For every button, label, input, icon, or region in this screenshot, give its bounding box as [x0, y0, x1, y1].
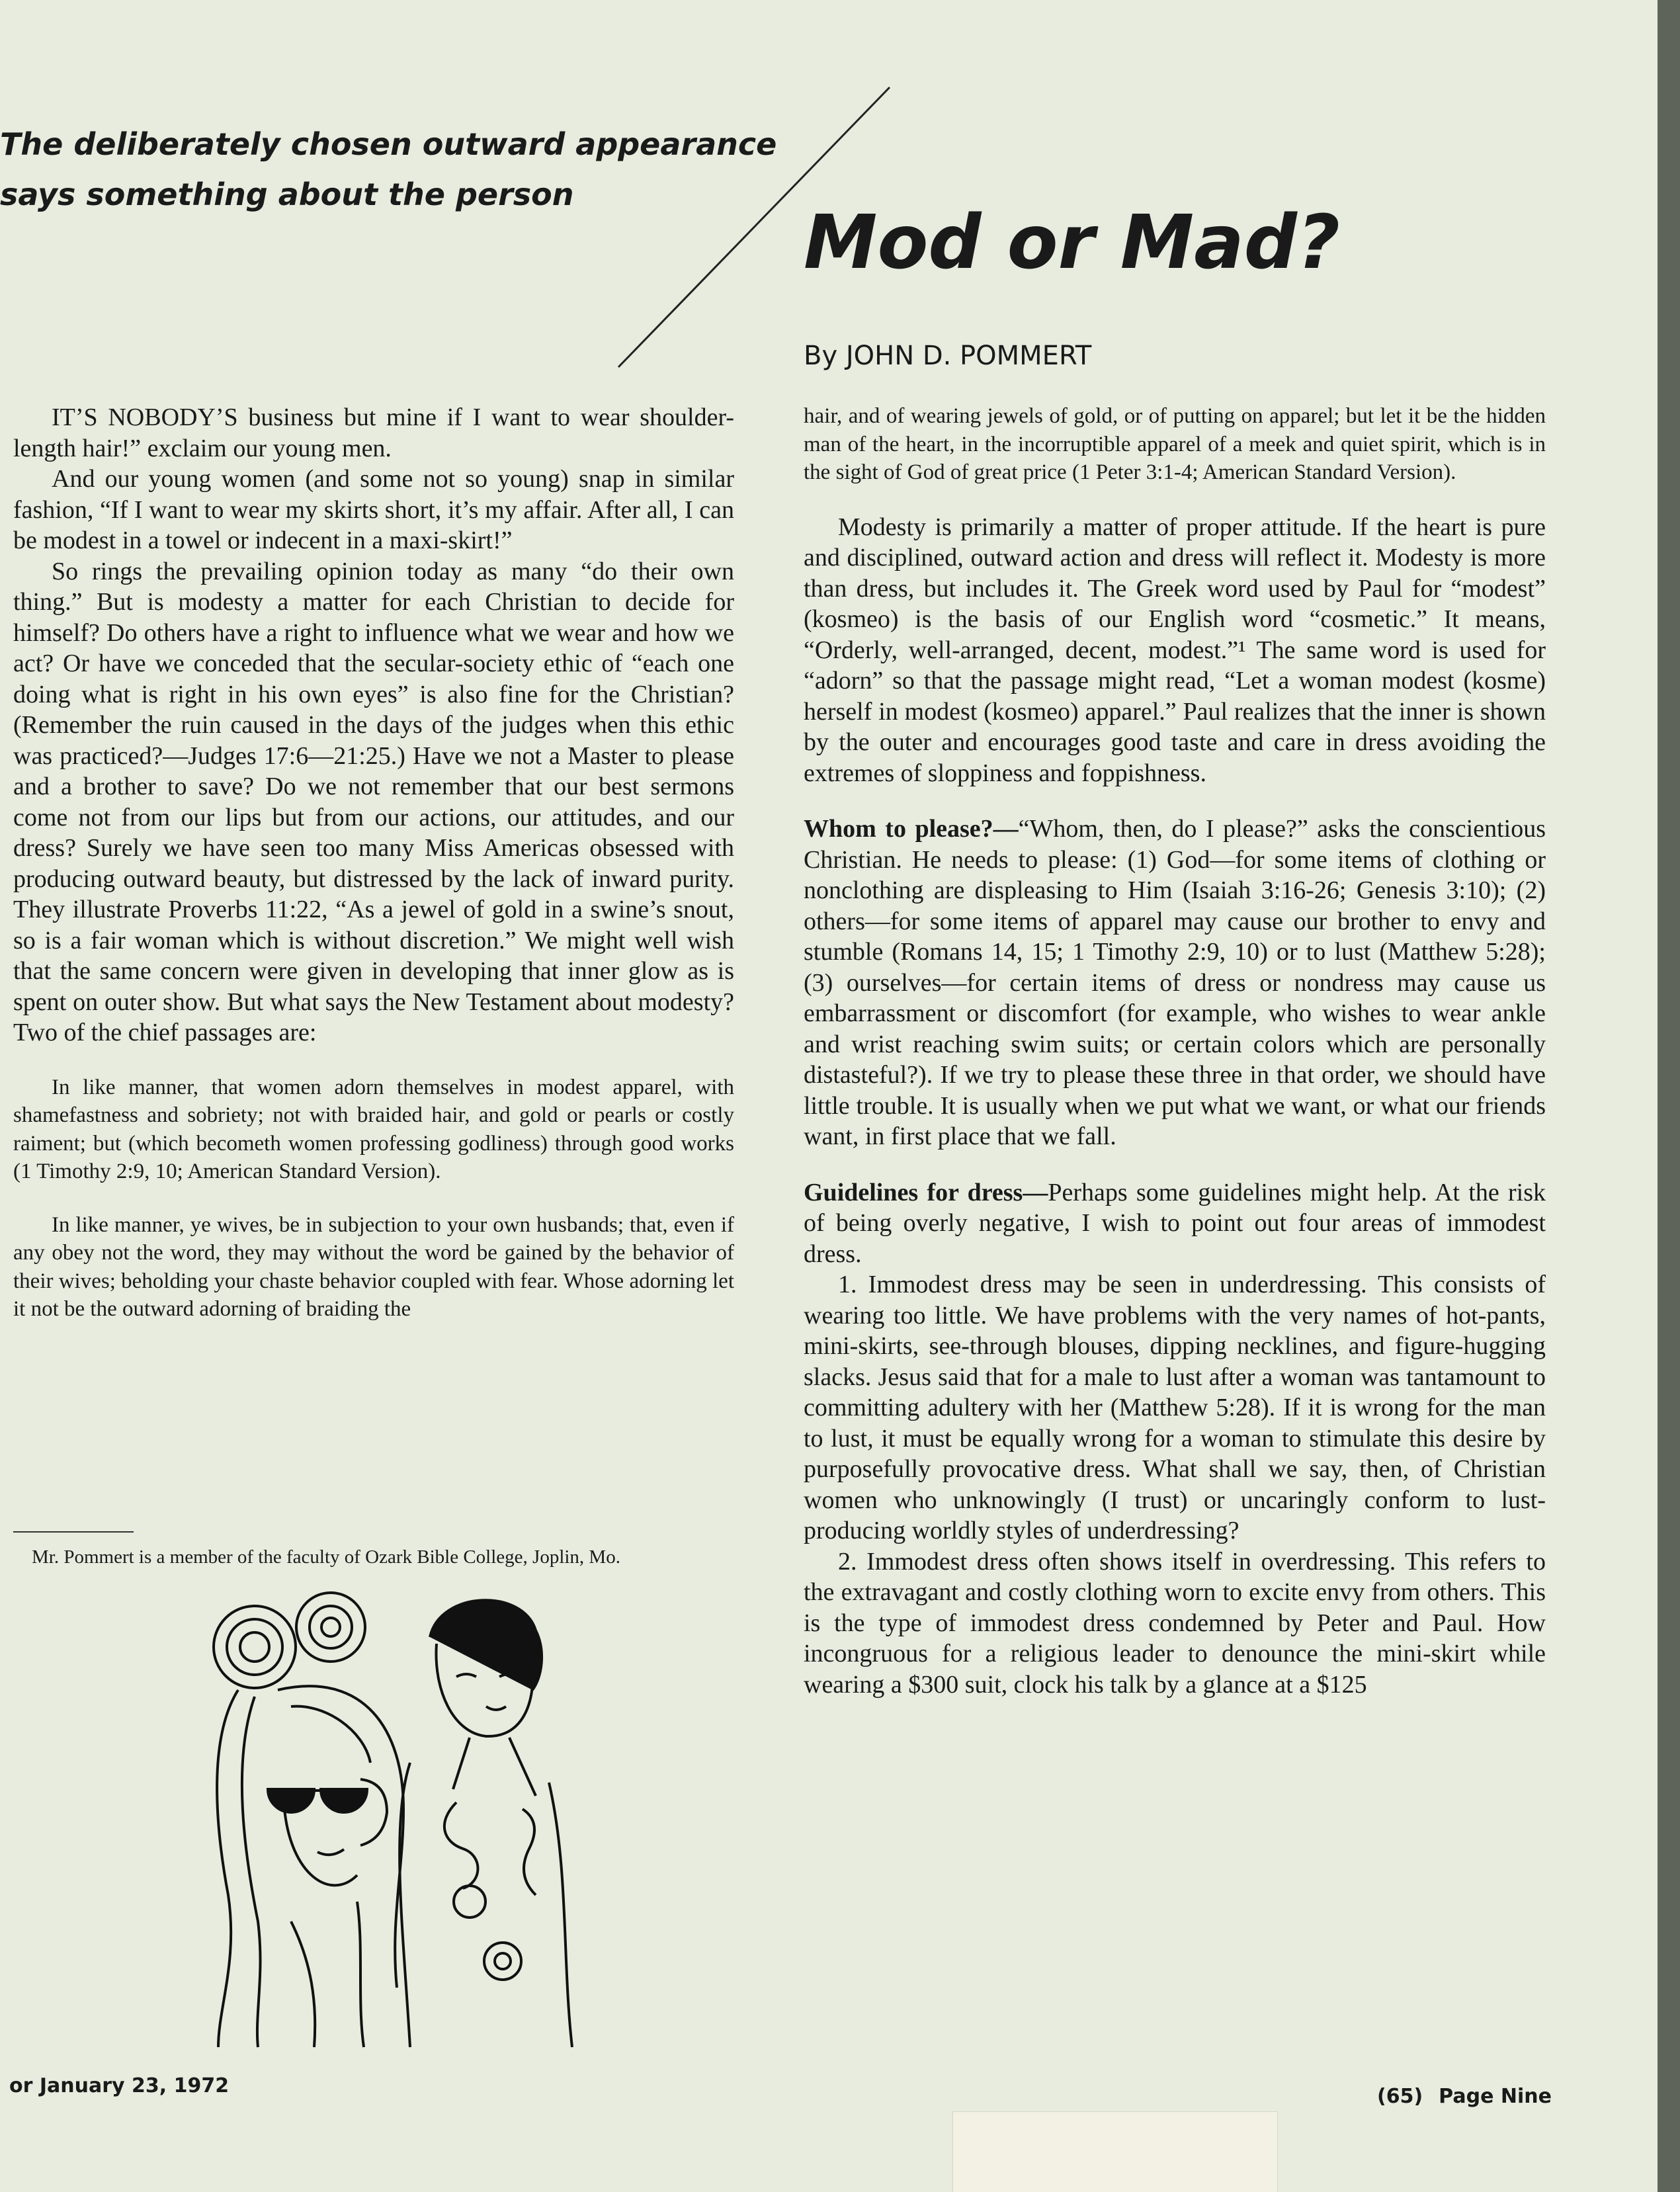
subhead-guidelines: Guidelines for dress—	[804, 1178, 1048, 1206]
man-figure	[399, 1600, 572, 2047]
subhead-whom-to-please: Whom to please?—	[804, 815, 1019, 843]
folio-page-count: (65)	[1377, 2085, 1423, 2108]
paragraph-prevailing-opinion: So rings the prevailing opinion today as many “do their own thing.” But is modesty a matter for each Christian to decide for himself? Do others have a right to influence what we wear and how we act? Or have we conceded that the secular-society ethic of “each one doing what is right in his own eyes” is also fine for the Christian? (Remember the ruin caused in the days of the judges when this ethic was practiced?—Judges 17:6—21:25.) Have we not a Master to please and a brother to save? Do we not remember that our best sermons come not from our lips but from our actions, our attitudes, and our dress? Surely we have seen too many Miss Americas obsessed with producing outward beauty, but distressed by the lack of inward purity. They illustrate Proverbs 11:22, “As a jewel of gold in a swine’s snout, so is a fair woman which is without discretion.” We might well wish that the same concern were given in developing that inner glow as is spent on outer show. But what says the New Testament about modesty? Two of the chief passages are:	[13, 557, 734, 1046]
section-guidelines	[804, 1177, 1546, 1270]
folio-page-label: Page Nine	[1439, 2085, 1552, 2108]
paragraph-guidelines: Perhaps some guidelines might help. At the risk of being overly negative, I wish to point out four areas of immodest dress.	[804, 1178, 1546, 1268]
scripture-quote-continued: hair, and of wearing jewels of gold, or of putting on apparel; but let it be the hidden man of the heart, in the incorruptible apparel of a meek and quiet spirit, which is in the sight of God of great price (1 Peter 3:1-4; American Standard Version).	[804, 404, 1546, 484]
paragraph-intro: IT’S NOBODY’S business but mine if I want to wear shoulder-length hair!” exclaim our young men.	[13, 403, 734, 462]
left-column	[13, 402, 734, 1324]
couple-illustration	[192, 1591, 582, 2054]
paragraph-underdressing: 1. Immodest dress may be seen in underdressing. This consists of wearing too little. We have problems with the very names of hot-pants, mini-skirts, see-through blouses, dipping necklines, and figure-hugging slacks. Jesus said that for a male to lust after a woman was tantamount to committing adultery with her (Matthew 5:28). If it is wrong for the man to lust, it must be equally wrong for a woman to stimulate this desire by purposefully provocative dress. What shall we say, then, of Christian women who unknowingly (I trust) or uncaringly conform to lust-producing worldly styles of underdressing?	[804, 1271, 1546, 1544]
woman-figure	[217, 1686, 403, 2047]
folio-date: or January 23, 1972	[9, 2074, 230, 2097]
right-column	[804, 402, 1546, 1700]
tagline-line-1: The deliberately chosen outward appearance	[0, 126, 777, 162]
hair-bun-swirl-icon	[214, 1593, 365, 1688]
folio-page-number	[1377, 2085, 1552, 2108]
paragraph-modesty-attitude: Modesty is primarily a matter of proper attitude. If the heart is pure and disciplined, outward action and dress will reflect it. Modesty is more than dress, but includes it. The Greek word used by Paul for “modest” (kosmeo) is the basis of our English word “cosmetic.” It means, “Orderly, well-arranged, decent, modest.”¹ The same word is used for “adorn” so that the passage might read, “Let a woman modest (kosme) herself in modest (kosmeo) apparel.” Paul realizes that the inner is shown by the outer and encourages good taste and care in dress avoiding the extremes of sloppiness and foppishness.	[804, 513, 1546, 787]
paper-scrap	[952, 2111, 1278, 2192]
article-title: Mod or Mad?	[804, 200, 1340, 286]
section-whom-to-please	[804, 814, 1546, 1152]
author-byline: By JOHN D. POMMERT	[804, 341, 1092, 371]
tagline-line-2: says something about the person	[0, 177, 574, 212]
page-edge-shadow	[1658, 0, 1680, 2192]
scripture-quote-timothy: In like manner, that women adorn themselves in modest apparel, with shamefastness and sobriety; not with braided hair, and gold or pearls or costly raiment; but (which becometh women professing godliness) through good works (1 Timothy 2:9, 10; American Standard Version).	[13, 1075, 734, 1183]
paragraph-young-women: And our young women (and some not so young) snap in similar fashion, “If I want to wear my skirts short, it’s my affair. After all, I can be modest in a towel or indecent in a maxi-skirt!”	[13, 465, 734, 554]
author-footnote: Mr. Pommert is a member of the faculty of Ozark Bible College, Joplin, Mo.	[32, 1546, 620, 1568]
paragraph-overdressing: 2. Immodest dress often shows itself in overdressing. This refers to the extravagant and costly clothing worn to excite envy from others. This is the type of immodest dress condemned by Peter and Paul. How incongruous for a religious leader to denounce the mini-skirt while wearing a $300 suit, clock his talk by a glance at a $125	[804, 1547, 1546, 1699]
footnote-rule	[13, 1531, 134, 1533]
scripture-quote-peter: In like manner, ye wives, be in subjection to your own husbands; that, even if any obey not the word, they may without the word be gained by the behavior of their wives; beholding your chaste behavior coupled with fear. Whose adorning let it not be the outward adorning of braiding the	[13, 1212, 734, 1321]
paragraph-whom-to-please: “Whom, then, do I please?” asks the conscientious Christian. He needs to please: (1) God—for some items of clothing or nonclothing are displeasing to Him (Isaiah 3:16-26; Genesis 3:10); (2) others—for some items of apparel may cause our brother to envy and stumble (Romans 14, 15; 1 Timothy 2:9, 10) or to lust (Matthew 5:28); (3) ourselves—for certain items of dress or nondress may cause us embarrassment or discomfort (for example, who wishes to wear ankle and wrist reaching swim suits; or certain colors which are personally distasteful?). If we try to please these three in that order, we should have little trouble. It is usually when we put what we want, or what our friends want, in first place that we fall.	[804, 815, 1546, 1150]
